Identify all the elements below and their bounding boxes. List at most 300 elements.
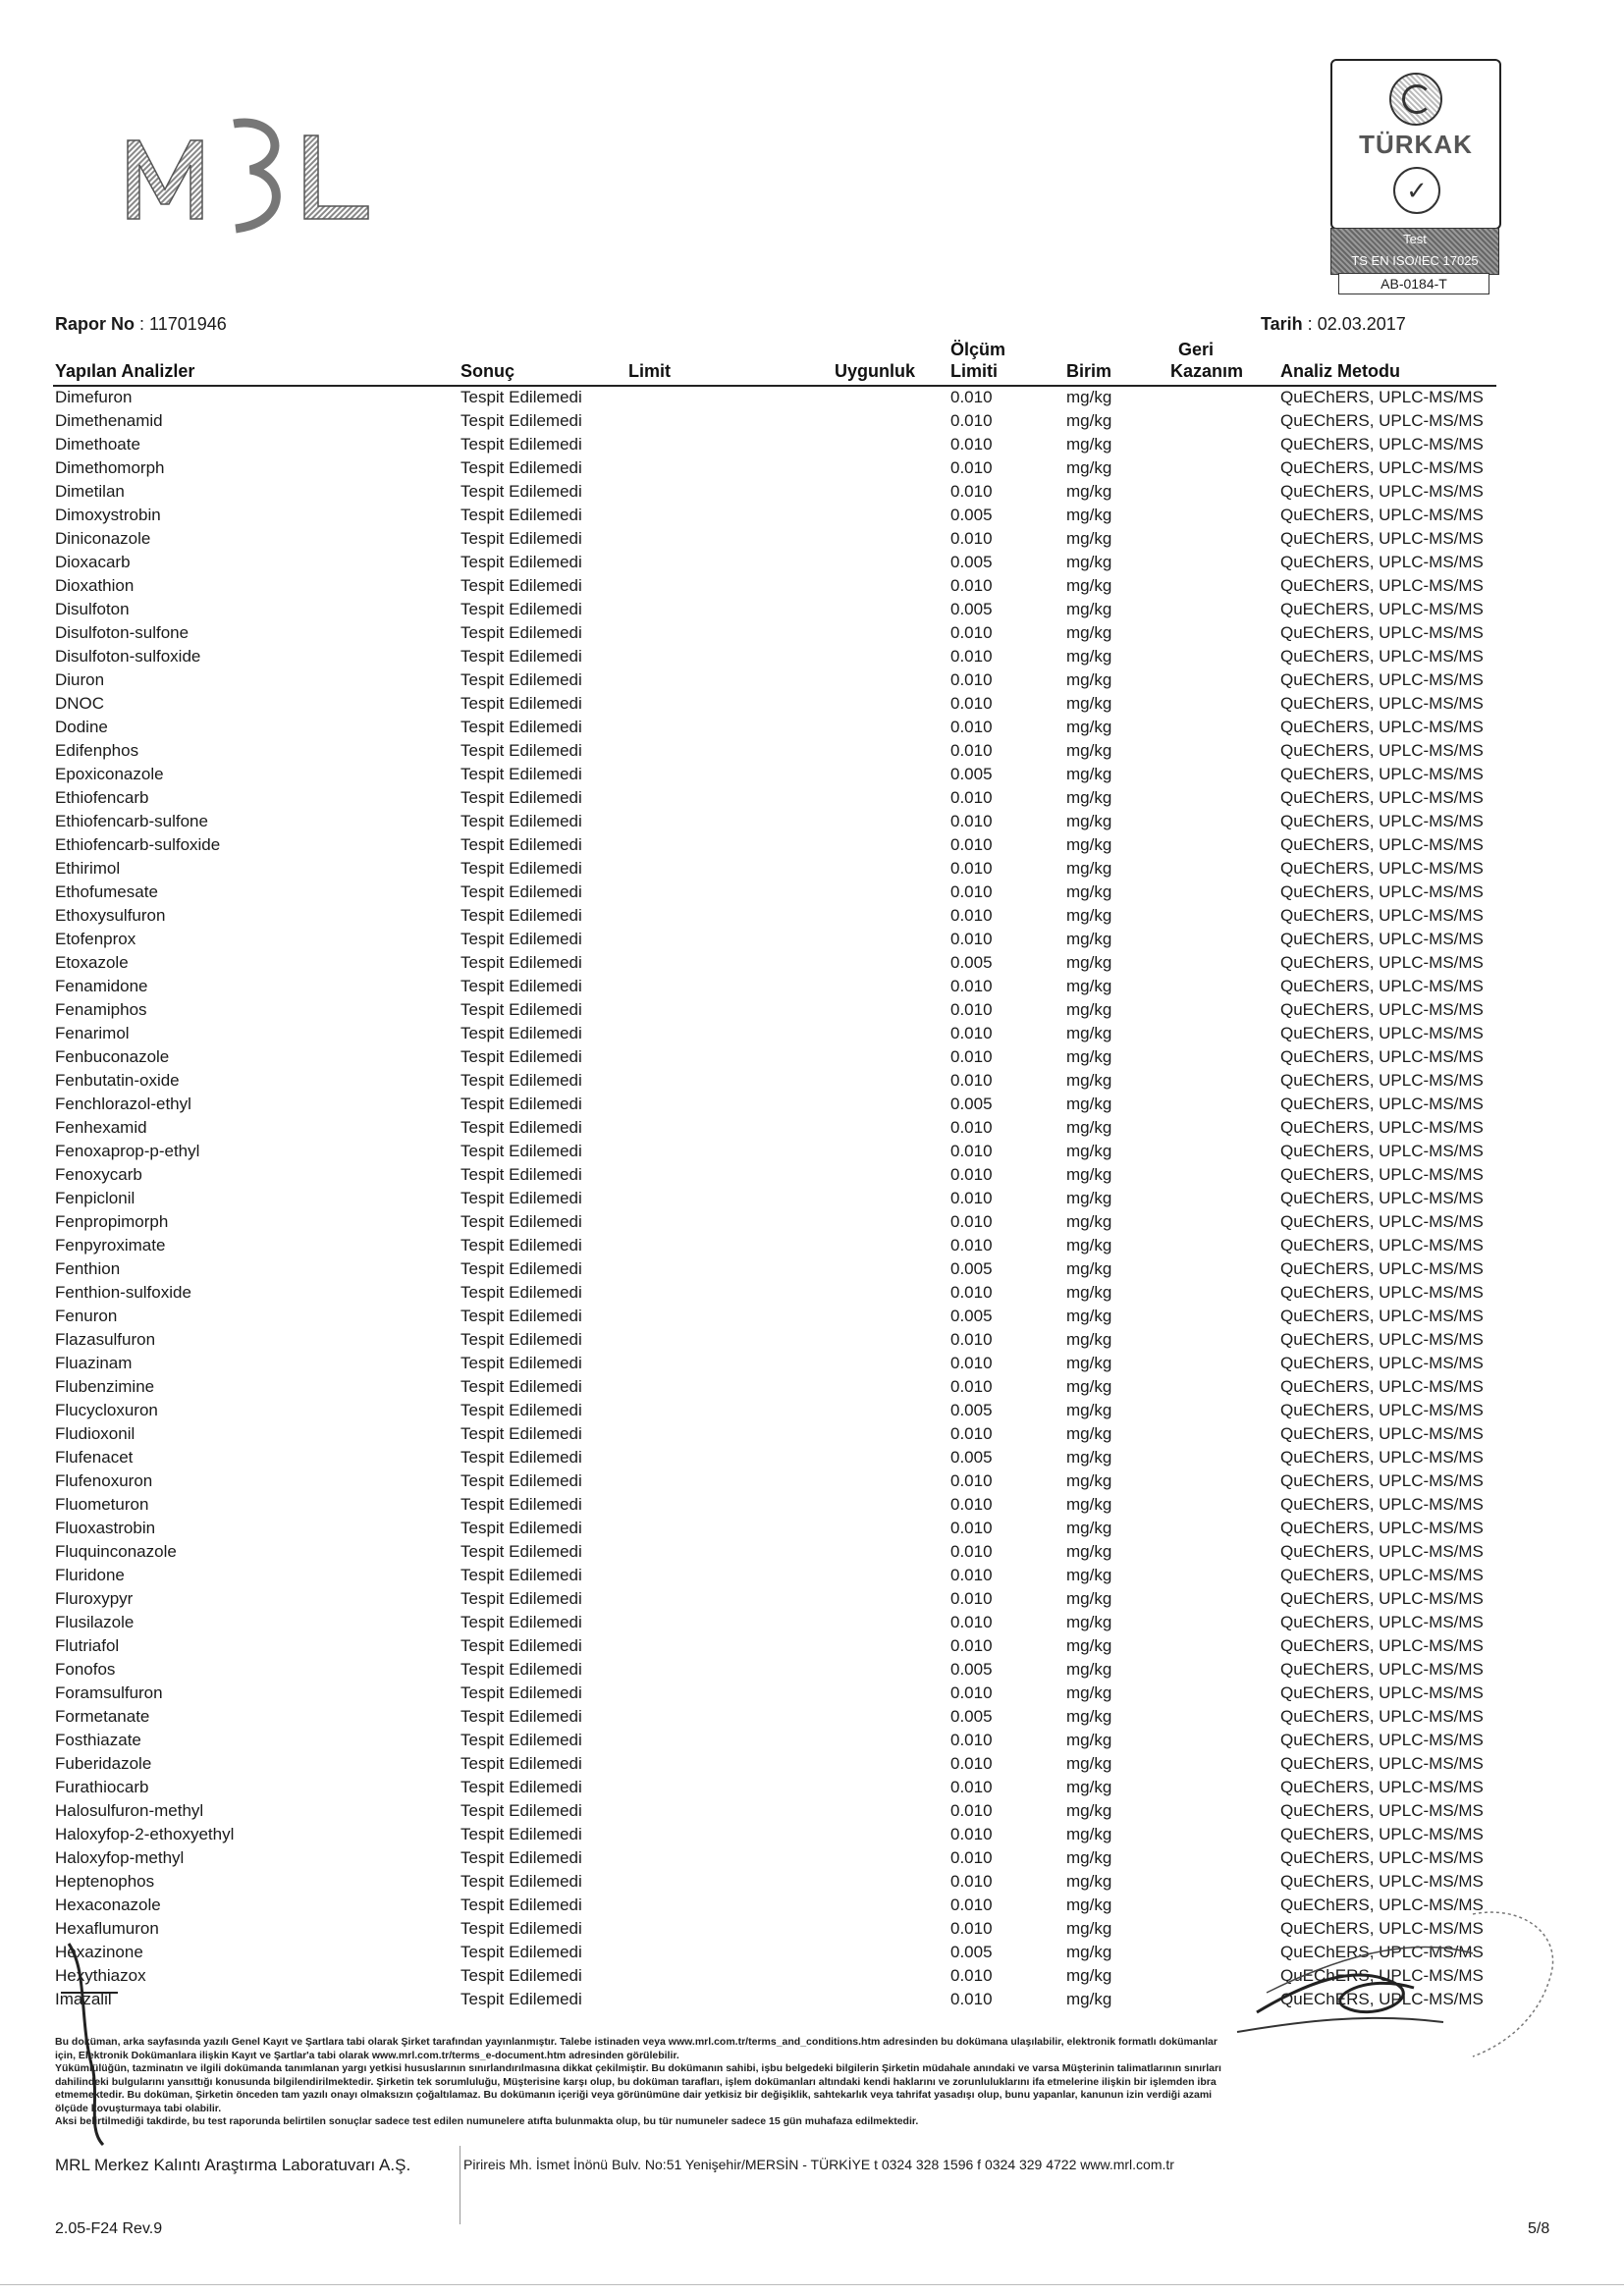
unit: mg/kg	[1066, 882, 1112, 901]
unit: mg/kg	[1066, 694, 1112, 713]
table-row	[0, 1352, 1624, 1375]
analysis-method: QuEChERS, UPLC-MS/MS	[1280, 1377, 1484, 1396]
analyte-name: Fenbuconazole	[55, 1047, 170, 1066]
analysis-method: QuEChERS, UPLC-MS/MS	[1280, 953, 1484, 972]
result-value: Tespit Edilemedi	[460, 1731, 582, 1749]
measurement-limit: 0.010	[950, 1589, 993, 1608]
result-value: Tespit Edilemedi	[460, 1542, 582, 1561]
header-recovery-line1: Geri	[1178, 340, 1215, 359]
result-value: Tespit Edilemedi	[460, 1943, 582, 1961]
analysis-method: QuEChERS, UPLC-MS/MS	[1280, 835, 1484, 854]
table-row	[0, 1540, 1624, 1564]
table-row	[0, 480, 1624, 504]
measurement-limit: 0.005	[950, 1660, 993, 1679]
unit: mg/kg	[1066, 1896, 1112, 1914]
measurement-limit: 0.010	[950, 1872, 993, 1891]
unit: mg/kg	[1066, 1377, 1112, 1396]
measurement-limit: 0.010	[950, 1825, 993, 1843]
unit: mg/kg	[1066, 1236, 1112, 1255]
analysis-method: QuEChERS, UPLC-MS/MS	[1280, 1024, 1484, 1042]
measurement-limit: 0.010	[950, 1047, 993, 1066]
result-value: Tespit Edilemedi	[460, 1636, 582, 1655]
result-value: Tespit Edilemedi	[460, 553, 582, 571]
analysis-method: QuEChERS, UPLC-MS/MS	[1280, 1943, 1484, 1961]
analyte-name: Etofenprox	[55, 930, 136, 948]
result-value: Tespit Edilemedi	[460, 1683, 582, 1702]
analyte-name: Ethoxysulfuron	[55, 906, 166, 925]
table-row	[0, 409, 1624, 433]
analyte-name: Ethirimol	[55, 859, 121, 878]
analysis-method: QuEChERS, UPLC-MS/MS	[1280, 788, 1484, 807]
analysis-method: QuEChERS, UPLC-MS/MS	[1280, 1212, 1484, 1231]
table-row	[0, 621, 1624, 645]
unit: mg/kg	[1066, 812, 1112, 830]
measurement-limit: 0.010	[950, 1778, 993, 1796]
analysis-method: QuEChERS, UPLC-MS/MS	[1280, 482, 1484, 501]
analyte-name: Fenpropimorph	[55, 1212, 169, 1231]
unit: mg/kg	[1066, 930, 1112, 948]
analysis-method: QuEChERS, UPLC-MS/MS	[1280, 1000, 1484, 1019]
table-row	[0, 598, 1624, 621]
result-value: Tespit Edilemedi	[460, 1142, 582, 1160]
result-value: Tespit Edilemedi	[460, 1283, 582, 1302]
analysis-method: QuEChERS, UPLC-MS/MS	[1280, 1613, 1484, 1631]
analysis-method: QuEChERS, UPLC-MS/MS	[1280, 1896, 1484, 1914]
table-row	[0, 857, 1624, 881]
result-value: Tespit Edilemedi	[460, 694, 582, 713]
analyte-name: Dioxathion	[55, 576, 135, 595]
unit: mg/kg	[1066, 1848, 1112, 1867]
unit: mg/kg	[1066, 1636, 1112, 1655]
analyte-name: Foramsulfuron	[55, 1683, 163, 1702]
table-row	[0, 1564, 1624, 1587]
result-value: Tespit Edilemedi	[460, 1354, 582, 1372]
analyte-name: Furathiocarb	[55, 1778, 149, 1796]
analyte-name: Ethiofencarb	[55, 788, 149, 807]
result-value: Tespit Edilemedi	[460, 788, 582, 807]
analysis-method: QuEChERS, UPLC-MS/MS	[1280, 1919, 1484, 1938]
measurement-limit: 0.010	[950, 1024, 993, 1042]
analyte-name: Fonofos	[55, 1660, 116, 1679]
analyte-name: Flutriafol	[55, 1636, 120, 1655]
unit: mg/kg	[1066, 1943, 1112, 1961]
table-row	[0, 763, 1624, 786]
analyte-name: Dimethoate	[55, 435, 140, 454]
measurement-limit: 0.005	[950, 1707, 993, 1726]
analyte-name: Flufenoxuron	[55, 1471, 153, 1490]
analyte-name: Epoxiconazole	[55, 765, 164, 783]
analyte-name: Flucycloxuron	[55, 1401, 158, 1419]
unit: mg/kg	[1066, 1731, 1112, 1749]
measurement-limit: 0.010	[950, 1636, 993, 1655]
notice-line: için, Elektronik Dokümanlara ilişkin Kayıt ve Şartlar'a tabi olarak www.mrl.com.tr/terms_e-document.htm adresinden görülebilir.	[55, 2049, 679, 2061]
table-row	[0, 716, 1624, 739]
analyte-name: Hexaconazole	[55, 1896, 161, 1914]
table-row	[0, 928, 1624, 951]
measurement-limit: 0.005	[950, 765, 993, 783]
analyte-name: Fluazinam	[55, 1354, 133, 1372]
notice-line: Aksi belirtilmediği takdirde, bu test raporunda belirtilen sonuçlar sadece test edilen numunelere atıfta bulunmakta olup, bu tür numuneler sadece 15 gün muhafaza edilmektedir.	[55, 2115, 919, 2127]
analyte-name: Hexaflumuron	[55, 1919, 159, 1938]
measurement-limit: 0.010	[950, 1000, 993, 1019]
analysis-method: QuEChERS, UPLC-MS/MS	[1280, 1495, 1484, 1514]
result-value: Tespit Edilemedi	[460, 1495, 582, 1514]
notice-line: etmemektedir. Bu doküman, Şirketin önceden tam yazılı onayı olmaksızın çoğaltılamaz. Bu dokümanın içeriği veya görünümüne dair yetkisiz bir değişiklik, sahtekarlık veya tahrifat yasadışı olup, bunu yapanlar, kanunun izin verdiği azami	[55, 2089, 1213, 2101]
measurement-limit: 0.010	[950, 1848, 993, 1867]
analysis-method: QuEChERS, UPLC-MS/MS	[1280, 882, 1484, 901]
analyte-name: DNOC	[55, 694, 105, 713]
result-value: Tespit Edilemedi	[460, 1707, 582, 1726]
analyte-name: Fenoxycarb	[55, 1165, 142, 1184]
analyte-name: Dioxacarb	[55, 553, 131, 571]
result-value: Tespit Edilemedi	[460, 506, 582, 524]
table-row	[0, 1729, 1624, 1752]
result-value: Tespit Edilemedi	[460, 1424, 582, 1443]
table-row	[0, 1846, 1624, 1870]
header-meas-limit-line2: Limiti	[950, 361, 998, 381]
result-value: Tespit Edilemedi	[460, 1801, 582, 1820]
result-value: Tespit Edilemedi	[460, 529, 582, 548]
analysis-method: QuEChERS, UPLC-MS/MS	[1280, 1283, 1484, 1302]
analyte-name: Fluoxastrobin	[55, 1519, 156, 1537]
result-value: Tespit Edilemedi	[460, 1825, 582, 1843]
table-row	[0, 1823, 1624, 1846]
table-row	[0, 1187, 1624, 1210]
analysis-method: QuEChERS, UPLC-MS/MS	[1280, 1471, 1484, 1490]
unit: mg/kg	[1066, 1519, 1112, 1537]
table-row	[0, 692, 1624, 716]
unit: mg/kg	[1066, 1872, 1112, 1891]
table-row	[0, 1493, 1624, 1517]
measurement-limit: 0.005	[950, 1401, 993, 1419]
unit: mg/kg	[1066, 1000, 1112, 1019]
unit: mg/kg	[1066, 1542, 1112, 1561]
analysis-method: QuEChERS, UPLC-MS/MS	[1280, 1589, 1484, 1608]
result-value: Tespit Edilemedi	[460, 906, 582, 925]
unit: mg/kg	[1066, 1047, 1112, 1066]
notice-line: Yükümlülüğün, tazminatın ve ilgili dokümanda tanımlanan yargı yetkisi hususlarının sınırlandırılmasına dikkat çekilmiştir. Bu dokümanın sahibi, işbu belgedeki bilgilerin Şirketin müdahale anındaki ve varsa Müşterinin talimatlarının sınırları	[55, 2062, 1221, 2074]
table-row	[0, 551, 1624, 574]
measurement-limit: 0.010	[950, 859, 993, 878]
unit: mg/kg	[1066, 1495, 1112, 1514]
report-number: Rapor No : 11701946	[55, 314, 227, 334]
analysis-method: QuEChERS, UPLC-MS/MS	[1280, 529, 1484, 548]
unit: mg/kg	[1066, 600, 1112, 618]
result-value: Tespit Edilemedi	[460, 765, 582, 783]
table-row	[0, 1257, 1624, 1281]
measurement-limit: 0.010	[950, 741, 993, 760]
unit: mg/kg	[1066, 835, 1112, 854]
table-row	[0, 504, 1624, 527]
result-value: Tespit Edilemedi	[460, 953, 582, 972]
result-value: Tespit Edilemedi	[460, 1754, 582, 1773]
analyte-name: Disulfoton-sulfone	[55, 623, 189, 642]
result-value: Tespit Edilemedi	[460, 1589, 582, 1608]
table-row	[0, 1093, 1624, 1116]
unit: mg/kg	[1066, 1471, 1112, 1490]
unit: mg/kg	[1066, 1707, 1112, 1726]
analysis-method: QuEChERS, UPLC-MS/MS	[1280, 576, 1484, 595]
turkak-accreditation-logo	[1330, 59, 1497, 294]
analysis-method: QuEChERS, UPLC-MS/MS	[1280, 812, 1484, 830]
table-row	[0, 1611, 1624, 1634]
unit: mg/kg	[1066, 1966, 1112, 1985]
result-value: Tespit Edilemedi	[460, 411, 582, 430]
analysis-method: QuEChERS, UPLC-MS/MS	[1280, 1047, 1484, 1066]
analysis-method: QuEChERS, UPLC-MS/MS	[1280, 1095, 1484, 1113]
measurement-limit: 0.010	[950, 812, 993, 830]
unit: mg/kg	[1066, 1613, 1112, 1631]
turkak-standard: TS EN ISO/IEC 17025	[1351, 253, 1479, 268]
result-value: Tespit Edilemedi	[460, 930, 582, 948]
analysis-method: QuEChERS, UPLC-MS/MS	[1280, 977, 1484, 995]
header-method: Analiz Metodu	[1280, 361, 1400, 381]
analysis-method: QuEChERS, UPLC-MS/MS	[1280, 600, 1484, 618]
analysis-method: QuEChERS, UPLC-MS/MS	[1280, 388, 1484, 406]
measurement-limit: 0.010	[950, 835, 993, 854]
table-row	[0, 810, 1624, 833]
result-value: Tespit Edilemedi	[460, 482, 582, 501]
analyte-name: Fuberidazole	[55, 1754, 152, 1773]
unit: mg/kg	[1066, 1448, 1112, 1467]
measurement-limit: 0.010	[950, 694, 993, 713]
analysis-method: QuEChERS, UPLC-MS/MS	[1280, 1424, 1484, 1443]
check-circle-icon: ✓	[1393, 167, 1440, 214]
measurement-limit: 0.010	[950, 1919, 993, 1938]
mrl-logo	[118, 106, 383, 234]
measurement-limit: 0.010	[950, 1683, 993, 1702]
analysis-method: QuEChERS, UPLC-MS/MS	[1280, 1966, 1484, 1985]
measurement-limit: 0.010	[950, 1165, 993, 1184]
crescent-icon	[1402, 84, 1432, 114]
result-value: Tespit Edilemedi	[460, 1919, 582, 1938]
table-row	[0, 668, 1624, 692]
notice-line: ölçüde kovuşturmaya tabi olabilir.	[55, 2102, 222, 2114]
header-limit: Limit	[628, 361, 671, 381]
unit: mg/kg	[1066, 411, 1112, 430]
analysis-method: QuEChERS, UPLC-MS/MS	[1280, 647, 1484, 666]
analysis-method: QuEChERS, UPLC-MS/MS	[1280, 1401, 1484, 1419]
unit: mg/kg	[1066, 1919, 1112, 1938]
measurement-limit: 0.010	[950, 1495, 993, 1514]
table-row	[0, 574, 1624, 598]
unit: mg/kg	[1066, 1071, 1112, 1090]
measurement-limit: 0.010	[950, 1118, 993, 1137]
table-row	[0, 833, 1624, 857]
analyte-name: Hexazinone	[55, 1943, 143, 1961]
result-value: Tespit Edilemedi	[460, 812, 582, 830]
header-compliance: Uygunluk	[835, 361, 916, 381]
result-value: Tespit Edilemedi	[460, 576, 582, 595]
table-row	[0, 881, 1624, 904]
table-row	[0, 386, 1624, 409]
table-row	[0, 1281, 1624, 1305]
unit: mg/kg	[1066, 953, 1112, 972]
table-row	[0, 1305, 1624, 1328]
turkak-test-label: Test	[1403, 232, 1427, 246]
result-value: Tespit Edilemedi	[460, 1095, 582, 1113]
analysis-method: QuEChERS, UPLC-MS/MS	[1280, 670, 1484, 689]
measurement-limit: 0.010	[950, 1801, 993, 1820]
measurement-limit: 0.010	[950, 647, 993, 666]
unit: mg/kg	[1066, 435, 1112, 454]
result-value: Tespit Edilemedi	[460, 1071, 582, 1090]
table-row	[0, 1234, 1624, 1257]
analysis-method: QuEChERS, UPLC-MS/MS	[1280, 1778, 1484, 1796]
measurement-limit: 0.010	[950, 1283, 993, 1302]
legal-notice	[55, 2036, 1498, 2129]
analysis-method: QuEChERS, UPLC-MS/MS	[1280, 718, 1484, 736]
result-value: Tespit Edilemedi	[460, 1401, 582, 1419]
accreditation-code: AB-0184-T	[1338, 273, 1489, 294]
table-row	[0, 786, 1624, 810]
table-row	[0, 433, 1624, 456]
measurement-limit: 0.010	[950, 1189, 993, 1207]
report-number-label: Rapor No	[55, 314, 135, 334]
unit: mg/kg	[1066, 1424, 1112, 1443]
unit: mg/kg	[1066, 1354, 1112, 1372]
report-date: Tarih : 02.03.2017	[1261, 314, 1406, 334]
table-row	[0, 1705, 1624, 1729]
analysis-method: QuEChERS, UPLC-MS/MS	[1280, 1165, 1484, 1184]
table-row	[0, 1776, 1624, 1799]
result-value: Tespit Edilemedi	[460, 1118, 582, 1137]
measurement-limit: 0.010	[950, 1471, 993, 1490]
measurement-limit: 0.005	[950, 1448, 993, 1467]
measurement-limit: 0.005	[950, 600, 993, 618]
analyte-name: Fenpiclonil	[55, 1189, 135, 1207]
analysis-method: QuEChERS, UPLC-MS/MS	[1280, 1707, 1484, 1726]
analyte-name: Fludioxonil	[55, 1424, 135, 1443]
header-analysis: Yapılan Analizler	[55, 361, 195, 381]
table-row	[0, 1422, 1624, 1446]
result-value: Tespit Edilemedi	[460, 1613, 582, 1631]
unit: mg/kg	[1066, 1401, 1112, 1419]
analyte-name: Fluometuron	[55, 1495, 149, 1514]
measurement-limit: 0.010	[950, 1330, 993, 1349]
table-row	[0, 1375, 1624, 1399]
analyte-name: Diuron	[55, 670, 105, 689]
result-value: Tespit Edilemedi	[460, 1471, 582, 1490]
table-row	[0, 645, 1624, 668]
analyte-name: Ethiofencarb-sulfone	[55, 812, 208, 830]
unit: mg/kg	[1066, 1259, 1112, 1278]
measurement-limit: 0.005	[950, 1307, 993, 1325]
analysis-method: QuEChERS, UPLC-MS/MS	[1280, 1519, 1484, 1537]
result-value: Tespit Edilemedi	[460, 1872, 582, 1891]
table-row	[0, 998, 1624, 1022]
table-row	[0, 739, 1624, 763]
analyte-name: Fenuron	[55, 1307, 118, 1325]
measurement-limit: 0.010	[950, 1424, 993, 1443]
analyte-name: Disulfoton	[55, 600, 130, 618]
unit: mg/kg	[1066, 1307, 1112, 1325]
unit: mg/kg	[1066, 1330, 1112, 1349]
result-value: Tespit Edilemedi	[460, 741, 582, 760]
unit: mg/kg	[1066, 1778, 1112, 1796]
analyte-name: Fosthiazate	[55, 1731, 141, 1749]
result-value: Tespit Edilemedi	[460, 1307, 582, 1325]
measurement-limit: 0.010	[950, 1542, 993, 1561]
analysis-method: QuEChERS, UPLC-MS/MS	[1280, 1825, 1484, 1843]
measurement-limit: 0.005	[950, 506, 993, 524]
unit: mg/kg	[1066, 906, 1112, 925]
analysis-method: QuEChERS, UPLC-MS/MS	[1280, 1236, 1484, 1255]
table-row	[0, 1328, 1624, 1352]
analyte-name: Fluquinconazole	[55, 1542, 177, 1561]
analysis-method: QuEChERS, UPLC-MS/MS	[1280, 1448, 1484, 1467]
measurement-limit: 0.010	[950, 1613, 993, 1631]
analyte-name: Fenthion	[55, 1259, 121, 1278]
header-result: Sonuç	[460, 361, 515, 381]
measurement-limit: 0.010	[950, 1966, 993, 1985]
unit: mg/kg	[1066, 553, 1112, 571]
table-row	[0, 1658, 1624, 1682]
measurement-limit: 0.010	[950, 1354, 993, 1372]
table-row	[0, 1163, 1624, 1187]
table-row	[0, 1210, 1624, 1234]
turkak-band	[1330, 228, 1499, 275]
measurement-limit: 0.010	[950, 576, 993, 595]
footer-company: MRL Merkez Kalıntı Araştırma Laboratuvarı A.Ş.	[55, 2156, 411, 2174]
measurement-limit: 0.010	[950, 1990, 993, 2008]
measurement-limit: 0.005	[950, 1095, 993, 1113]
notice-line: Bu doküman, arka sayfasında yazılı Genel Kayıt ve Şartlara tabi olarak Şirket tarafından yayınlanmıştır. Talebe istinaden veya www.mrl.com.tr/terms_and_conditions.htm adresinden bu dokümana ulaşılabilir, elektronik formatlı dokümanlar	[55, 2036, 1218, 2048]
result-value: Tespit Edilemedi	[460, 1212, 582, 1231]
analysis-method: QuEChERS, UPLC-MS/MS	[1280, 1872, 1484, 1891]
header-unit: Birim	[1066, 361, 1112, 381]
measurement-limit: 0.010	[950, 1377, 993, 1396]
result-value: Tespit Edilemedi	[460, 1000, 582, 1019]
measurement-limit: 0.010	[950, 930, 993, 948]
analysis-method: QuEChERS, UPLC-MS/MS	[1280, 1118, 1484, 1137]
analyte-name: Imazalil	[55, 1990, 112, 2008]
analyte-name: Fenarimol	[55, 1024, 130, 1042]
report-number-value: 11701946	[149, 314, 227, 334]
result-value: Tespit Edilemedi	[460, 1519, 582, 1537]
unit: mg/kg	[1066, 718, 1112, 736]
measurement-limit: 0.005	[950, 1943, 993, 1961]
table-row	[0, 1022, 1624, 1045]
measurement-limit: 0.010	[950, 623, 993, 642]
analyte-name: Fluridone	[55, 1566, 125, 1584]
table-row	[0, 1045, 1624, 1069]
result-value: Tespit Edilemedi	[460, 647, 582, 666]
table-row	[0, 1140, 1624, 1163]
unit: mg/kg	[1066, 1683, 1112, 1702]
analyte-name: Edifenphos	[55, 741, 139, 760]
unit: mg/kg	[1066, 1990, 1112, 2008]
unit: mg/kg	[1066, 388, 1112, 406]
analyte-name: Heptenophos	[55, 1872, 155, 1891]
unit: mg/kg	[1066, 647, 1112, 666]
measurement-limit: 0.005	[950, 953, 993, 972]
analysis-method: QuEChERS, UPLC-MS/MS	[1280, 1754, 1484, 1773]
table-row	[0, 1069, 1624, 1093]
analysis-method: QuEChERS, UPLC-MS/MS	[1280, 553, 1484, 571]
measurement-limit: 0.005	[950, 1259, 993, 1278]
analyte-name: Dimetilan	[55, 482, 125, 501]
table-row	[0, 1116, 1624, 1140]
analyte-name: Dimethomorph	[55, 458, 165, 477]
measurement-limit: 0.010	[950, 1896, 993, 1914]
unit: mg/kg	[1066, 1754, 1112, 1773]
measurement-limit: 0.010	[950, 529, 993, 548]
unit: mg/kg	[1066, 670, 1112, 689]
results-table	[0, 386, 1624, 2011]
analysis-method: QuEChERS, UPLC-MS/MS	[1280, 1142, 1484, 1160]
unit: mg/kg	[1066, 1825, 1112, 1843]
